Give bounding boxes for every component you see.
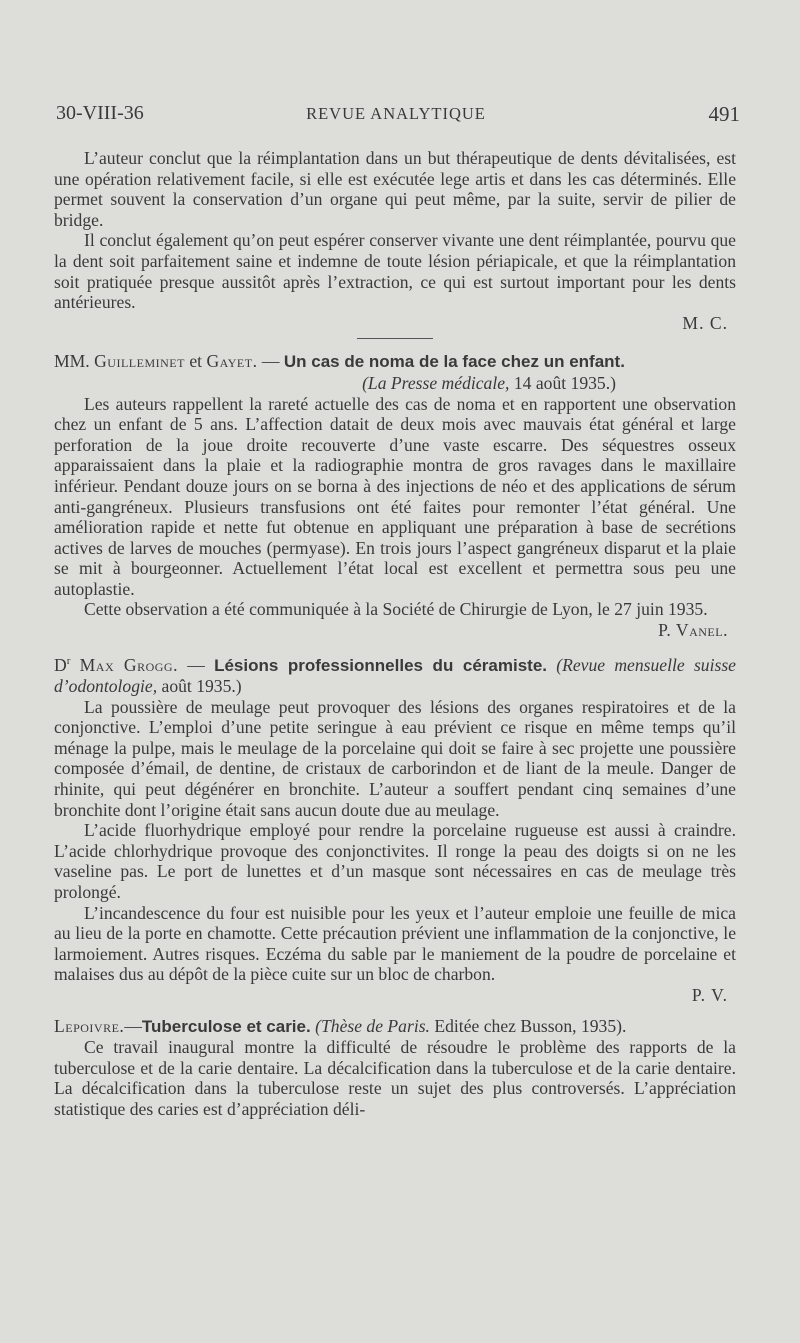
intro-paragraph-2: Il conclut également qu’on peut espérer conserver vivante une dent réimplantée, pourvu que la dent soit parfaitement saine et indemne de toute lésion périapicale, et que la réimplantation soit pratiquée presque aussitôt après l’extraction, ce qui est surtout important pour les dents antérieures. xyxy=(54,230,736,313)
article-2-heading xyxy=(54,651,736,697)
article-1-dash: — xyxy=(261,351,280,372)
article-1-title: Un cas de noma de la face chez un enfant. xyxy=(283,352,625,372)
article-2-prefix: D xyxy=(54,654,67,675)
article-3-title: Tuberculose et carie. xyxy=(141,1016,311,1036)
section-divider xyxy=(357,338,433,339)
article-1-source: (La Presse médicale, xyxy=(362,372,510,393)
article-2-date: août 1935.) xyxy=(161,676,242,697)
article-2-dash: — xyxy=(187,654,205,675)
article-2-title: Lésions professionnelles du céramiste. xyxy=(214,655,548,675)
article-1-paragraph-2: Cette observation a été communiquée à la Société de Chirurgie de Lyon, le 27 juin 1935. xyxy=(84,599,708,620)
article-1-and: et xyxy=(189,351,203,372)
article-1-author-2: Gayet. xyxy=(206,351,258,372)
article-2-source: (Revue mensuelle suisse d’odontologie, xyxy=(54,654,736,697)
article-1-paragraph-1: Les auteurs rappellent la rareté actuelle des cas de noma et en rapportent une observation chez un enfant de 5 ans. L’affection datait de deux mois avec mauvais état général et large perforation de la joue droite recouverte d’une vaste escarre. Des séquestres osseux apparaissaient dans la plaie et la radiographie montra de gros ravages dans le maxillaire inférieur. Pendant douze jours on se borna à des injections de néo et des applications de sérum anti-gangréneux. Plusieurs transfusions ont été faites pour remonter l’état général. Une amélioration rapide et nette fut obtenue en appliquant une préparation à base de secrétions actives de larves de mouches (permyase). En trois jours l’aspect gangréneux disparut et la plaie se mit à bourgeonner. Actuellement l’état local est excellent et permettra sous peu une autoplastie. xyxy=(54,393,736,599)
article-2-prefix-sup: r xyxy=(66,654,71,667)
article-3-author: Lepoivre. xyxy=(54,1015,125,1036)
header-date: 30-VIII-36 xyxy=(56,102,144,124)
page-number: 491 xyxy=(708,102,740,126)
article-2-paragraph-1: La poussière de meulage peut provoquer des lésions des organes respiratoires et de la conjonctive. L’emploi d’une petite seringue à eau prévient ce risque en même temps qu’il ménage la pulpe, mais le meulage de la porcelaine qui doit se faire à sec projette une poussière composée d’émail, de dentine, de cristaux de carborindon et de liant de la meule. Danger de rhinite, qui peut dégénérer en bronchite. L’auteur a souffert pendant cinq semaines d’une bronchite dont l’origine était sans aucun doute due au meulage. xyxy=(54,696,736,820)
article-2-signature: P. V. xyxy=(691,985,728,1006)
article-3-publisher: Editée chez Busson, 1935). xyxy=(434,1015,627,1036)
article-2-paragraph-2: L’acide fluorhydrique employé pour rendre la porcelaine rugueuse est aussi à craindre. L’acide chlorhydrique provoque des conjonctivites. Il ronge la peau des doigts si on ne les vaseline pas. Le port de lunettes et d’un masque sont nécessaires en cas de meulage très prolongé. xyxy=(54,820,736,903)
article-3-source: (Thèse de Paris. xyxy=(315,1015,430,1036)
article-1-signature: P. Vanel. xyxy=(658,620,728,641)
article-1-date: 14 août 1935.) xyxy=(513,372,616,393)
article-3-dash: — xyxy=(124,1015,142,1036)
page-body xyxy=(54,148,736,1120)
intro-signature: M. C. xyxy=(682,312,728,333)
article-1-heading xyxy=(54,351,736,393)
article-2-paragraph-3: L’incandescence du four est nuisible pour les yeux et l’auteur emploie une feuille de mica au lieu de la porte en chamotte. Cette précaution prévient une inflammation de la conjonctive, le larmoiement. Autres risques. Eczéma du sable par le maniement de la poudre de porcelaine et malaises dus au dépôt de la pièce cuite sur un bloc de charbon. xyxy=(54,902,736,985)
article-3-paragraph-1: Ce travail inaugural montre la difficulté de résoudre le problème des rapports de la tuberculose et de la carie dentaire. La décalcification dans la tuberculose et de la carie dentaire. La décalcification dans la tuberculose reste un sujet des plus controversés. L’appréciation statistique des caries est d’appréciation déli- xyxy=(54,1037,736,1119)
article-1-author-1: Guilleminet xyxy=(94,351,185,372)
header-journal-title: REVUE ANALYTIQUE xyxy=(306,104,486,123)
article-1-prefix: MM. xyxy=(54,351,90,372)
article-2-author: Max Grogg. xyxy=(79,654,178,675)
running-header xyxy=(52,102,740,128)
intro-paragraph-1: L’auteur conclut que la réimplantation dans un but thérapeutique de dents dévitalisées, est une opération relativement facile, si elle est exécutée lege artis et dans les cas déterminés. Elle permet souvent la conservation d’un organe qui peut même, par la suite, servir de pilier de bridge. xyxy=(54,148,736,230)
article-3-heading xyxy=(54,1016,736,1038)
